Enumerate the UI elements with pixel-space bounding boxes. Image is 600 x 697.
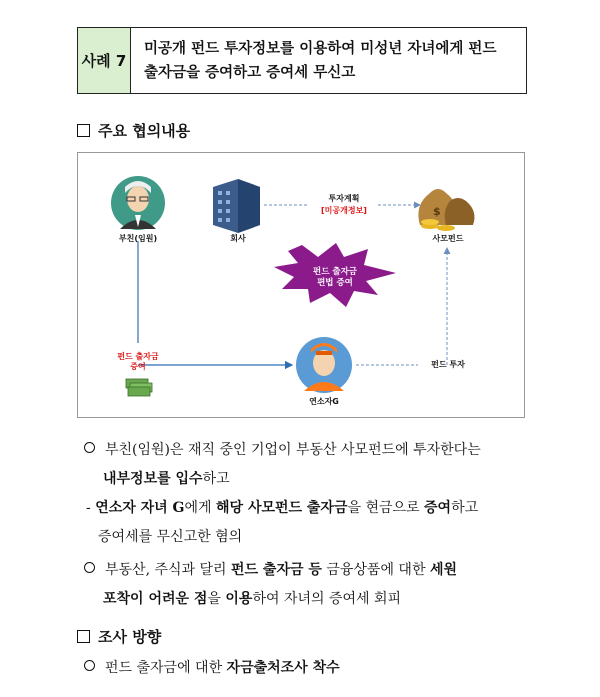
company-label: 회사 bbox=[230, 234, 246, 243]
case-tag: 사례 7 bbox=[78, 28, 131, 93]
bullet-3-pre: 부동산, 주식과 달리 bbox=[105, 562, 231, 578]
cash-stack-icon bbox=[126, 379, 152, 396]
bullet-1-bold: 내부정보를 입수 bbox=[103, 471, 203, 487]
case-header-box bbox=[77, 27, 527, 94]
case-title bbox=[144, 37, 522, 85]
bullet-3-line2-post: 하여 자녀의 증여세 회피 bbox=[252, 591, 402, 607]
square-bullet-icon bbox=[77, 124, 90, 137]
circle-bullet-icon bbox=[84, 562, 95, 573]
father-icon bbox=[111, 176, 165, 230]
gift-label-line1: 펀드 출자금 bbox=[117, 352, 159, 361]
bullet-3-line2-bold2: 이용 bbox=[225, 591, 253, 607]
bullet-2-bold: 해당 사모펀드 출자금 bbox=[216, 500, 348, 516]
bullet-2-line2: 증여세를 무신고한 혐의 bbox=[98, 529, 243, 545]
case-title-line2: 출자금을 증여하고 증여세 무신고 bbox=[144, 65, 356, 81]
circle-bullet-icon bbox=[84, 660, 95, 671]
bullet-1-line1: 부친(임원)은 재직 중인 기업이 부동산 사모펀드에 투자한다는 bbox=[105, 442, 481, 458]
bullet-3-bold2: 세원 bbox=[429, 562, 457, 578]
burst-label-line1: 펀드 출자금 bbox=[312, 267, 357, 277]
bullet-2-pre: 연소자 자녀 G bbox=[95, 500, 185, 516]
building-icon bbox=[213, 179, 260, 233]
fund-label: 사모펀드 bbox=[432, 234, 464, 243]
bullet-1-post: 하고 bbox=[202, 471, 230, 487]
bullet-2-mid: 에게 bbox=[184, 500, 217, 516]
plan-sub-label: [미공개정보] bbox=[321, 206, 367, 215]
child-label: 연소자G bbox=[309, 397, 339, 406]
case-title-line1: 미공개 펀드 투자정보를 이용하여 미성년 자녀에게 펀드 bbox=[144, 41, 497, 57]
gift-label-line2: 증여 bbox=[130, 362, 146, 371]
bullet-3-line2-bold: 포착이 어려운 점 bbox=[103, 591, 208, 607]
section-heading-direction-text: 조사 방향 bbox=[98, 628, 162, 646]
bullet-item-1 bbox=[84, 436, 534, 494]
flow-diagram bbox=[77, 152, 525, 418]
bullet-3-line2-mid: 을 bbox=[207, 591, 226, 607]
section-heading-main bbox=[77, 120, 190, 141]
burst-label-line2: 편법 증여 bbox=[317, 278, 353, 288]
plan-label: 투자계획 bbox=[328, 194, 360, 203]
bullet-4-bold: 자금출처조사 착수 bbox=[226, 660, 340, 676]
money-bag-icon bbox=[418, 189, 474, 231]
section-heading-main-text: 주요 협의내용 bbox=[98, 122, 191, 140]
svg-text:$: $ bbox=[433, 205, 441, 218]
bullet-item-4 bbox=[84, 654, 534, 683]
section-heading-direction bbox=[77, 626, 161, 647]
circle-bullet-icon bbox=[84, 442, 95, 453]
child-icon bbox=[296, 337, 352, 393]
bullet-3-mid: 금융상품에 대한 bbox=[321, 562, 430, 578]
square-bullet-icon bbox=[77, 630, 90, 643]
bullet-2-bold2: 증여 bbox=[424, 500, 452, 516]
bullet-item-3 bbox=[84, 556, 534, 614]
father-label: 부친(임원) bbox=[118, 234, 158, 243]
bullet-3-bold: 펀드 출자금 등 bbox=[231, 562, 322, 578]
invest-label: 펀드 투자 bbox=[431, 360, 465, 369]
bullet-item-2: - 연소자 자녀 G에게 해당 사모펀드 출자금을 현금으로 증여하고 증여세를 무신고한 혐의 bbox=[86, 494, 536, 552]
bullet-2-post: 하고 bbox=[451, 500, 479, 516]
bullet-4-pre: 펀드 출자금에 대한 bbox=[105, 660, 227, 676]
bullet-2-mid2: 을 현금으로 bbox=[347, 500, 425, 516]
